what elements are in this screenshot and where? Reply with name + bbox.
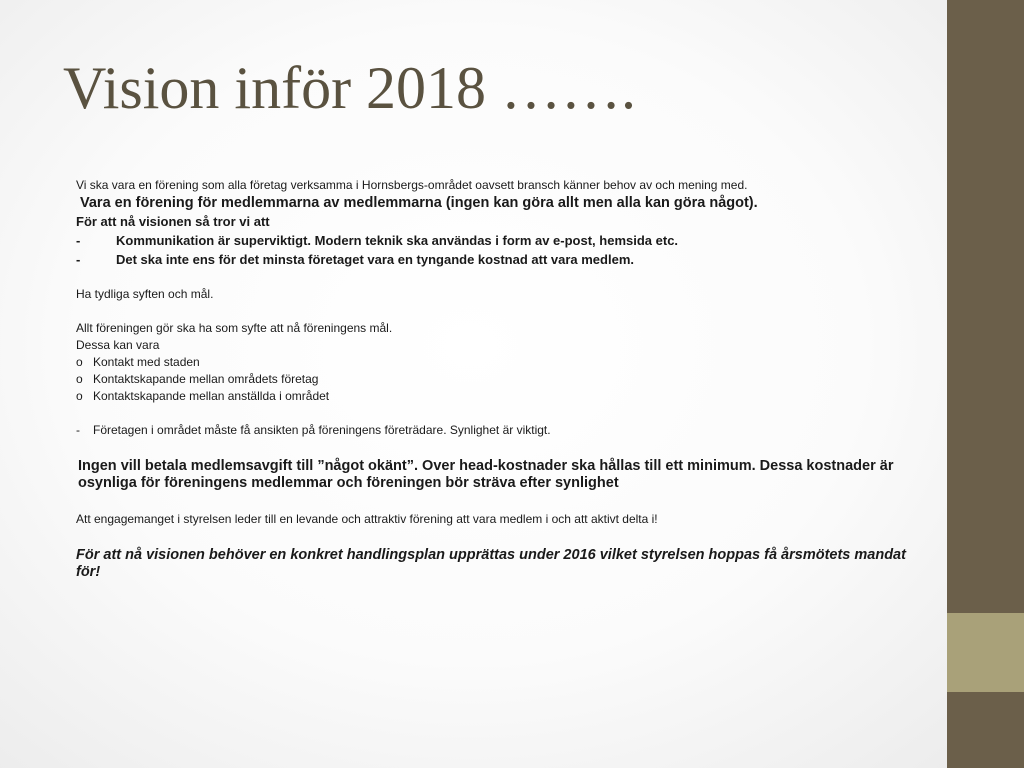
slide-title: Vision inför 2018 ……. [63,55,637,121]
dash-marker: - [76,233,81,248]
purpose-line: Allt föreningen gör ska ha som syfte att nå föreningens mål. [76,321,393,335]
goals-line: Ha tydliga syften och mål. [76,287,214,301]
goal-list-item [76,371,906,388]
list-intro: Dessa kan vara [76,338,160,352]
vision-point-text: Kommunikation är superviktigt. Modern teknik ska användas i form av e-post, hemsida etc. [116,233,679,248]
representation-text: Företagen i området måste få ansikten på föreningens företrädare. Synlighet är viktigt. [93,423,551,437]
circle-bullet-marker: o [76,389,83,403]
goal-item-text: Kontaktskapande mellan områdets företag [93,372,319,386]
goal-list-item [76,354,906,371]
circle-bullet-marker: o [76,372,83,386]
fee-paragraph: Ingen vill betala medlemsavgift till ”något okänt”. Over head-kostnader ska hållas till ett minimum. Dessa kostnader är osynliga för föreningens medlemmar och föreningen bör sträva efter synlighet [78,458,894,491]
intro-text: Vi ska vara en förening som alla företag verksamma i Hornsbergs-området oavsett bransch känner behov av och mening med. [76,178,748,192]
vision-point [76,231,906,250]
vision-point [76,250,906,269]
slide-body [76,177,906,581]
circle-bullet-marker: o [76,355,83,369]
goal-item-text: Kontakt med staden [93,355,200,369]
goal-list-item [76,388,906,405]
goal-item-text: Kontaktskapande mellan anställda i området [93,389,330,403]
engagement-text: Att engagemanget i styrelsen leder till en levande och attraktiv förening att vara medlem i och att aktivt delta i! [76,512,658,526]
representation-item [76,422,906,439]
sidebar-decor-bottom [947,692,1024,768]
lead-statement: Vara en förening för medlemmarna av medlemmarna (ingen kan göra allt men alla kan göra något). [80,195,758,211]
vision-heading: För att nå visionen så tror vi att [76,214,270,229]
vision-point-text: Det ska inte ens för det minsta företaget vara en tyngande kostnad att vara medlem. [116,252,634,267]
sidebar-decor-accent [947,613,1024,692]
closing-statement: För att nå visionen behöver en konkret handlingsplan upprättas under 2016 vilket styrelsen hoppas få årsmötets mandat för! [76,547,906,580]
dash-marker: - [76,423,80,437]
dash-marker: - [76,252,81,267]
sidebar-decor-top [947,0,1024,613]
